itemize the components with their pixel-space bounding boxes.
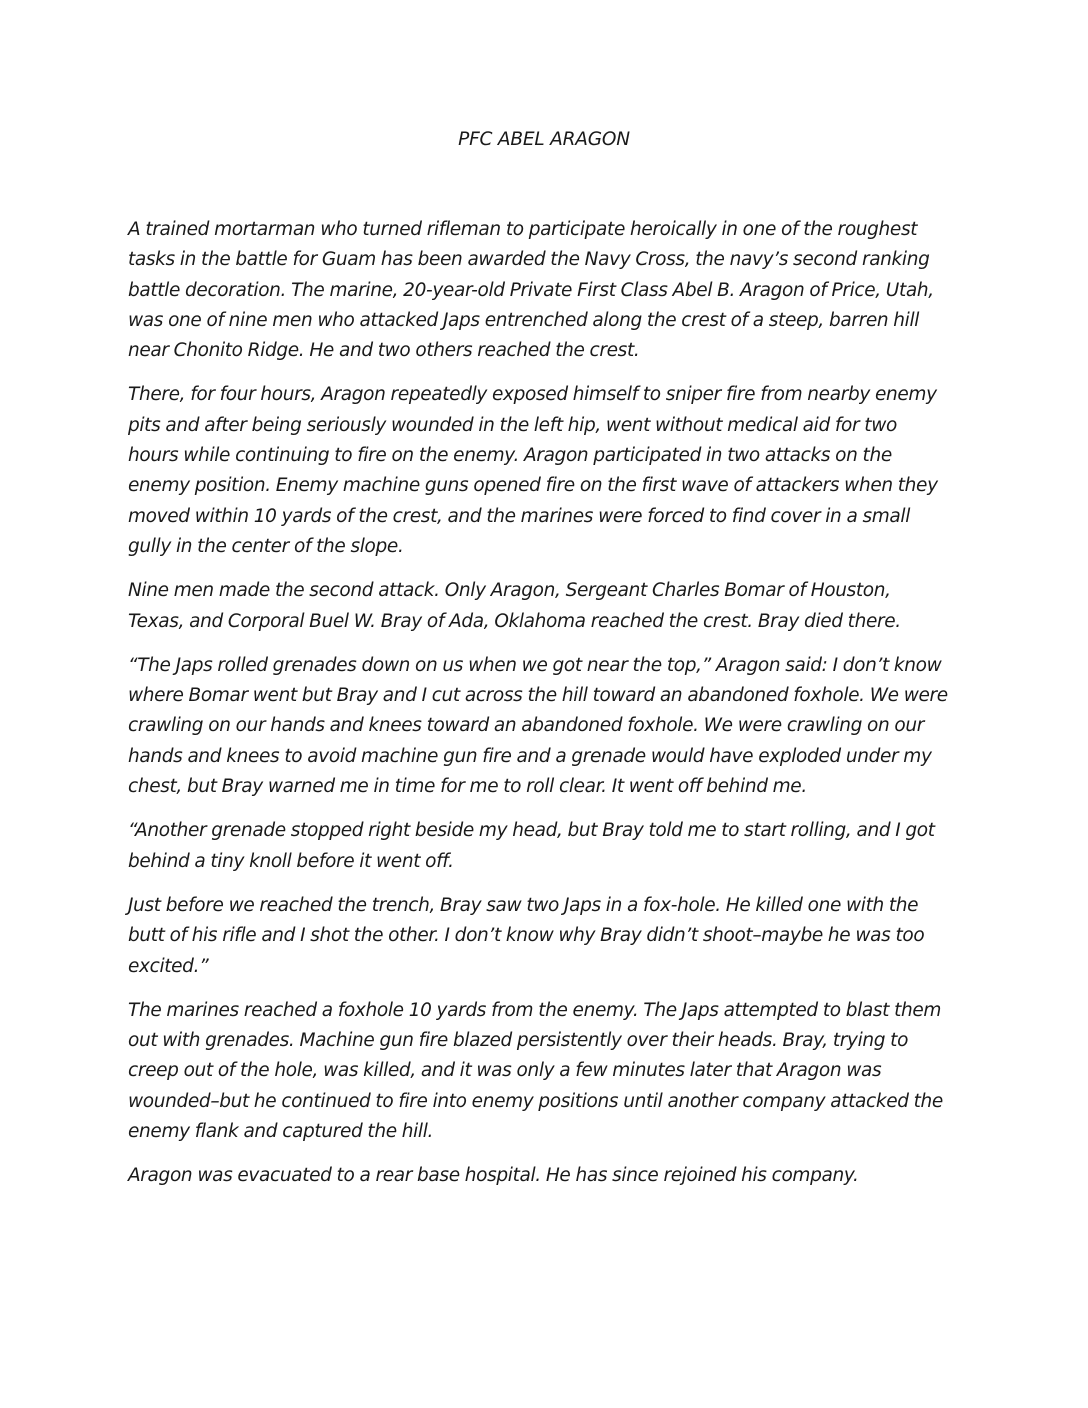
paragraph bbox=[128, 1161, 968, 1191]
text-line: creep out of the hole, was killed, and it was only a few minutes later that Aragon was bbox=[128, 1060, 882, 1082]
text-line: wounded–but he continued to fire into enemy positions until another company attacked the bbox=[128, 1090, 943, 1112]
text-line: There, for four hours, Aragon repeatedly exposed himself to sniper fire from nearby enemy bbox=[128, 384, 937, 406]
paragraph bbox=[128, 996, 968, 1147]
text-line: pits and after being seriously wounded in the left hip, went without medical aid for two bbox=[128, 414, 897, 436]
paragraph bbox=[128, 215, 968, 366]
text-line: tasks in the battle for Guam has been awarded the Navy Cross, the navy’s second ranking bbox=[128, 249, 930, 271]
text-line: enemy flank and captured the hill. bbox=[128, 1121, 434, 1143]
document-title: PFC ABEL ARAGON bbox=[458, 129, 630, 150]
text-line: “The Japs rolled grenades down on us when we got near the top,” Aragon said: I don’t know bbox=[128, 654, 942, 676]
text-line: Just before we reached the trench, Bray saw two Japs in a fox-hole. He killed one with the bbox=[128, 894, 919, 916]
text-line: where Bomar went but Bray and I cut across the hill toward an abandoned foxhole. We were bbox=[128, 685, 948, 707]
text-line: The marines reached a foxhole 10 yards from the enemy. The Japs attempted to blast them bbox=[128, 999, 942, 1021]
text-line: battle decoration. The marine, 20-year-old Private First Class Abel B. Aragon of Price, Utah, bbox=[128, 279, 934, 301]
text-line: out with grenades. Machine gun fire blazed persistently over their heads. Bray, trying to bbox=[128, 1030, 909, 1052]
text-line: moved within 10 yards of the crest, and the marines were forced to find cover in a small bbox=[128, 505, 910, 527]
text-line: Aragon was evacuated to a rear base hospital. He has since rejoined his company. bbox=[128, 1165, 859, 1187]
document-body bbox=[128, 215, 968, 1206]
text-line: butt of his rifle and I shot the other. I don’t know why Bray didn’t shoot–maybe he was too bbox=[128, 925, 925, 947]
text-line: hands and knees to avoid machine gun fire and a grenade would have exploded under my bbox=[128, 745, 932, 767]
text-line: Texas, and Corporal Buel W. Bray of Ada, Oklahoma reached the crest. Bray died there. bbox=[128, 610, 901, 632]
text-line: hours while continuing to fire on the enemy. Aragon participated in two attacks on the bbox=[128, 445, 892, 467]
paragraph bbox=[128, 576, 968, 637]
text-line: near Chonito Ridge. He and two others reached the crest. bbox=[128, 340, 640, 362]
paragraph bbox=[128, 816, 968, 877]
text-line: chest, but Bray warned me in time for me to roll clear. It went off behind me. bbox=[128, 776, 807, 798]
text-line: gully in the center of the slope. bbox=[128, 535, 404, 557]
text-line: crawling on our hands and knees toward an abandoned foxhole. We were crawling on our bbox=[128, 715, 925, 737]
text-line: was one of nine men who attacked Japs entrenched along the crest of a steep, barren hill bbox=[128, 309, 920, 331]
text-line: Nine men made the second attack. Only Aragon, Sergeant Charles Bomar of Houston, bbox=[128, 580, 891, 602]
text-line: enemy position. Enemy machine guns opened fire on the first wave of attackers when they bbox=[128, 475, 938, 497]
text-line: excited.” bbox=[128, 955, 209, 977]
text-line: behind a tiny knoll before it went off. bbox=[128, 850, 454, 872]
text-line: A trained mortarman who turned rifleman to participate heroically in one of the roughest bbox=[128, 219, 918, 240]
paragraph bbox=[128, 380, 968, 562]
text-line: “Another grenade stopped right beside my head, but Bray told me to start rolling, and I got bbox=[128, 820, 935, 842]
paragraph bbox=[128, 891, 968, 982]
paragraph bbox=[128, 651, 968, 802]
